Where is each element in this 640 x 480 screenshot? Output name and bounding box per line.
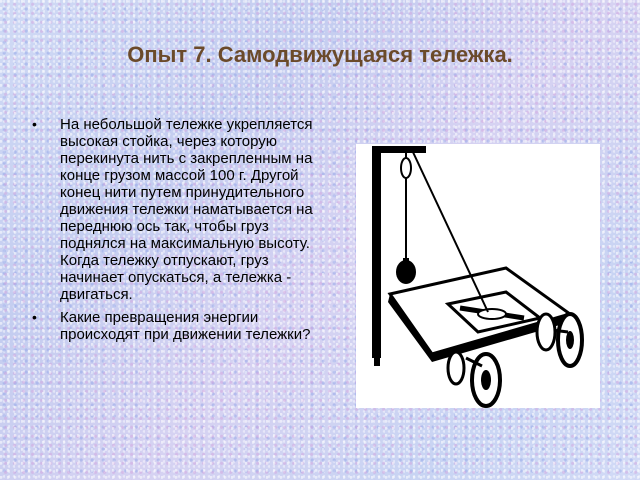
- bullet-list: [30, 116, 330, 349]
- cart-drawing: [356, 144, 600, 408]
- bullet-item: [30, 116, 330, 303]
- bullet-item: [30, 309, 330, 343]
- bullet-text: На небольшой тележке укрепляется высокая стойка, через которую перекинута нить с закрепленным на конце грузом массой 100 г. Другой конец нити путем принудительного движения тележки наматывается на переднюю ось так, чтобы груз поднялся на максимальную высоту. Когда тележку отпускают, груз начинает опускаться, а тележка - двигаться.: [60, 116, 313, 303]
- bullet-icon: •: [32, 116, 37, 132]
- bullet-icon: •: [32, 309, 37, 325]
- bullet-text: Какие превращения энергии происходят при движении тележки?: [60, 309, 311, 343]
- slide-title: Опыт 7. Самодвижущаяся тележка.: [127, 42, 513, 67]
- cart-illustration: [356, 144, 600, 408]
